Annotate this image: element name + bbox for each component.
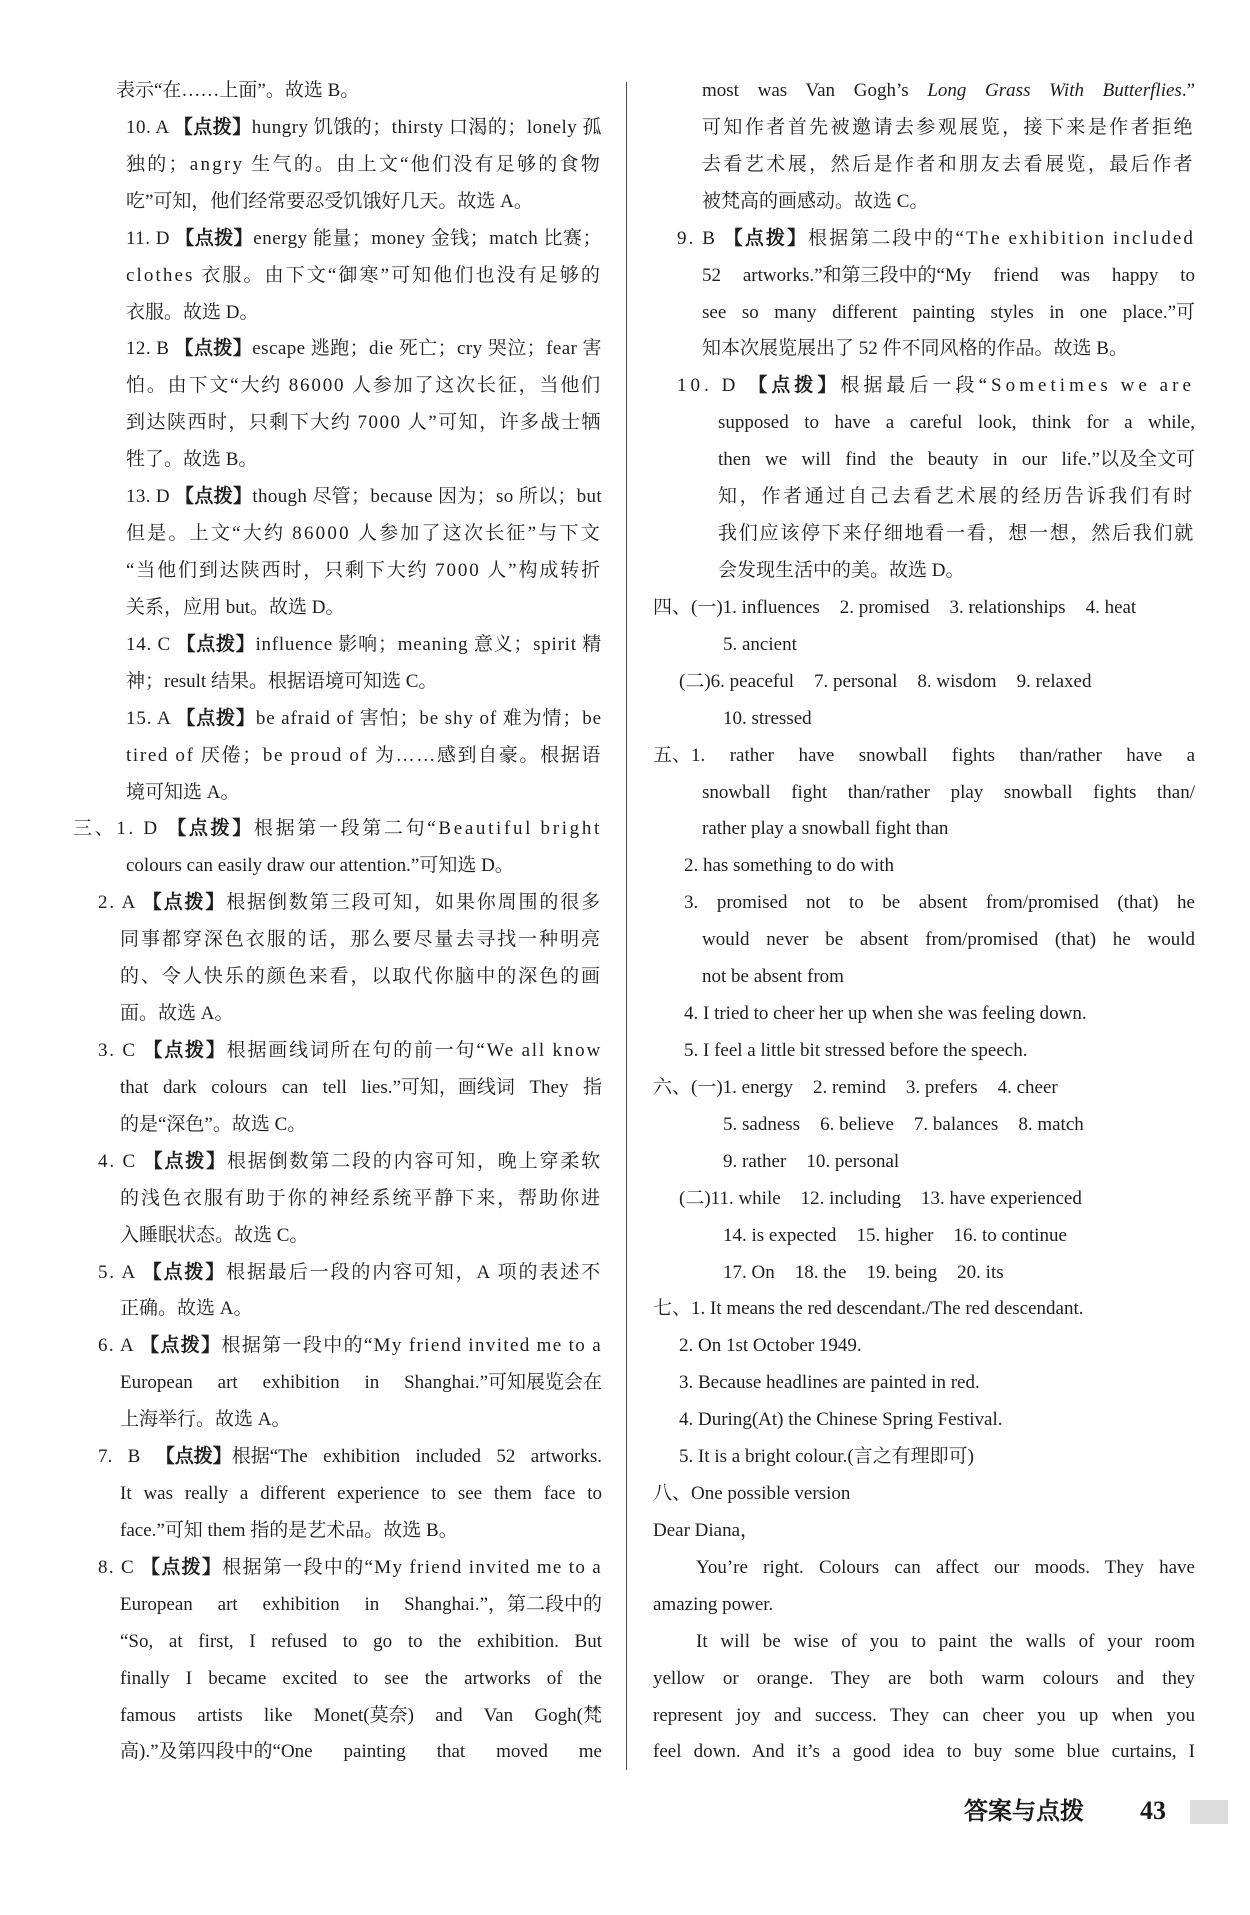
hint-label: 【点拨】: [723, 227, 809, 249]
text-line: [653, 1476, 1195, 1513]
answer-row: [723, 627, 1195, 664]
text-line: [718, 479, 1195, 516]
answer-word: 7. balances: [913, 1113, 999, 1135]
text-line: [702, 775, 1195, 812]
text-line: [126, 368, 602, 405]
text-line: [677, 221, 1195, 258]
text-line: [653, 738, 1195, 775]
line-text: European art exhibition in Shanghai.”可知展览会在: [120, 1372, 602, 1394]
line-text: 八、One possible version: [653, 1483, 851, 1505]
line-text: “当他们到达陕西时，只剩下大约 7000 人”构成转折: [126, 559, 602, 581]
continued-explanation: [73, 73, 602, 110]
answer-word: 16. to continue: [953, 1224, 1067, 1246]
hint-label: 【点拨】: [167, 818, 254, 840]
answer-row-text: [723, 1255, 1004, 1292]
line-text: 境可知选 A。: [126, 781, 240, 803]
line-text: 7. B 【点拨】根据“The exhibition included 52 artworks.: [98, 1446, 602, 1468]
answer-row: [679, 664, 1195, 701]
hint-label: 【点拨】: [142, 892, 227, 914]
answer-row: [723, 1255, 1195, 1292]
text-line: [120, 922, 602, 959]
line-text: 8. C 【点拨】根据第一段中的“My friend invited me to a: [98, 1556, 602, 1578]
text-line: [696, 1550, 1195, 1587]
section-4-part-2: [653, 664, 1195, 738]
answer-word: 7. personal: [814, 670, 898, 692]
line-text: 2. has something to do with: [684, 855, 895, 877]
line-text: 七、1. It means the red descendant./The red descendant.: [653, 1298, 1084, 1320]
line-text: 9. B 【点拨】根据第二段中的“The exhibition included: [677, 227, 1195, 249]
line-text: famous artists like Monet(莫奈) and Van Gogh(梵: [120, 1704, 602, 1726]
text-line: [126, 442, 602, 479]
line-text: 10. D 【点拨】根据最后一段“Sometimes we are: [677, 375, 1195, 397]
section-5-item-5: [653, 1033, 1195, 1070]
hint-label: 【点拨】: [140, 1335, 222, 1357]
text-line: [126, 627, 602, 664]
text-line: [120, 1291, 602, 1328]
text-line: [120, 996, 602, 1033]
answer-row-text: [723, 1218, 1067, 1255]
line-text: 的、令人快乐的颜色来看，以取代你脑中的深色的画: [120, 966, 602, 988]
text-line: [120, 1365, 602, 1402]
text-line: [126, 590, 602, 627]
text-line: [677, 368, 1195, 405]
answer-row-text: [723, 701, 812, 738]
answer-word: 3. relationships: [949, 596, 1066, 618]
painting-title: Long Grass With Butterflies: [927, 80, 1182, 101]
section-3-item-3: [73, 1033, 602, 1144]
line-text: 6. A 【点拨】根据第一段中的“My friend invited me to a: [98, 1335, 603, 1357]
section-7-item-2: [653, 1328, 1195, 1365]
line-text: finally I became excited to see the artworks of the: [120, 1667, 602, 1689]
section-3-item-7: [73, 1439, 602, 1550]
text-line: [98, 885, 602, 922]
line-text: You’re right. Colours can affect our moods. They have: [696, 1556, 1195, 1578]
section-5-item-4: [653, 996, 1195, 1033]
answer-row-text: [653, 1070, 1058, 1107]
line-text: [702, 73, 1195, 110]
section-5-item-3: [653, 885, 1195, 996]
answer-row-text: [723, 1107, 1084, 1144]
text-line: [120, 1402, 602, 1439]
text-line: [120, 1513, 602, 1550]
line-text: 被梵高的画感动。故选 C。: [702, 190, 929, 212]
hint-label: 【点拨】: [174, 338, 253, 360]
hint-label: 【点拨】: [143, 1150, 227, 1172]
text-line: [126, 848, 602, 885]
line-text: 10. A 【点拨】hungry 饥饿的；thirsty 口渴的；lonely 孤: [126, 116, 602, 138]
text-line: [653, 1513, 1195, 1550]
line-text: 3. Because headlines are painted in red.: [679, 1372, 980, 1394]
answer-row-text: [653, 590, 1136, 627]
line-text: face.”可知 them 指的是艺术品。故选 B。: [120, 1519, 458, 1541]
text-line: [98, 1033, 602, 1070]
text-line: [126, 664, 602, 701]
line-text: clothes 衣服。由下文“御寒”可知他们也没有足够的: [126, 264, 602, 286]
text-line: [684, 1033, 1195, 1070]
text-line: [702, 258, 1195, 295]
line-text: 知本次展览展出了 52 件不同风格的作品。故选 B。: [702, 338, 1128, 360]
answer-word: 9. rather: [723, 1150, 787, 1172]
text-line: [120, 959, 602, 996]
line-text: 5. It is a bright colour.(言之有理即可): [679, 1446, 974, 1468]
line-text: 同事都穿深色衣服的话，那么要尽量去寻找一种明亮: [120, 929, 602, 951]
left-column: [73, 73, 602, 1771]
answer-row: [723, 1218, 1195, 1255]
text-line: [120, 1070, 602, 1107]
text-line: [718, 442, 1195, 479]
answer-row: [723, 701, 1195, 738]
hint-label: 【点拨】: [155, 1446, 232, 1468]
line-text: Dear Diana，: [653, 1519, 760, 1541]
footer-section-label: 答案与点拨: [964, 1797, 1084, 1825]
line-text: 12. B 【点拨】escape 逃跑；die 死亡；cry 哭泣；fear 害: [126, 338, 602, 360]
answer-row: [723, 1144, 1195, 1181]
text-line: [126, 701, 602, 738]
line-text: 的是“深色”。故选 C。: [120, 1113, 307, 1135]
answer-word: (二)6. peaceful: [679, 670, 794, 692]
line-text: 吃”可知，他们经常要忍受饥饿好几天。故选 A。: [126, 190, 533, 212]
answer-word: 5. ancient: [723, 633, 797, 655]
line-text: 会发现生活中的美。故选 D。: [718, 559, 965, 581]
section-3-item-5: [73, 1255, 602, 1329]
text-line: [702, 73, 1195, 110]
text-line: [120, 1698, 602, 1735]
text-line: [120, 1181, 602, 1218]
text-line: [126, 738, 602, 775]
text-line: [718, 553, 1195, 590]
line-text: see so many different painting styles in one place.”可: [702, 301, 1195, 323]
line-text: 衣服。故选 D。: [126, 301, 259, 323]
section-7-item-1: [653, 1291, 1195, 1328]
answer-item-11: [73, 221, 602, 332]
text-line: [653, 1698, 1195, 1735]
line-text: represent joy and success. They can cheer you up when you: [653, 1704, 1195, 1726]
section-6-part-2: [653, 1181, 1195, 1292]
line-text: 我们应该停下来仔细地看一看，想一想，然后我们就: [718, 523, 1195, 545]
text-line: [702, 110, 1195, 147]
line-text: “So, at first, I refused to go to the exhibition. But: [120, 1630, 602, 1652]
answer-word: 13. have experienced: [920, 1187, 1082, 1209]
text-line: [98, 1550, 602, 1587]
line-text: 2. On 1st October 1949.: [679, 1335, 862, 1357]
text-line: [120, 1107, 602, 1144]
text-line: [702, 295, 1195, 332]
text-line: [126, 479, 602, 516]
answer-word: 4. heat: [1085, 596, 1137, 618]
answer-word: 4. cheer: [997, 1076, 1058, 1098]
line-text: yellow or orange. They are both warm colours and they: [653, 1667, 1195, 1689]
text-line: [126, 221, 602, 258]
text-line: [702, 184, 1195, 221]
answer-word: 8. wisdom: [917, 670, 997, 692]
line-text: 表示“在……上面”。故选 B。: [116, 80, 360, 101]
line-text: 2. A 【点拨】根据倒数第三段可知，如果你周围的很多: [98, 892, 602, 914]
line-text: 去看艺术展，然后是作者和朋友去看展览，最后作者: [702, 153, 1195, 175]
section-3-item-4: [73, 1144, 602, 1255]
line-text: 独的；angry 生气的。由上文“他们没有足够的食物: [126, 153, 602, 175]
text-line: [679, 1402, 1195, 1439]
text-line: [679, 1328, 1195, 1365]
text-line: [653, 1734, 1195, 1771]
section-5-item-1: [653, 738, 1195, 849]
text-line: [73, 811, 602, 848]
answer-row: [679, 1181, 1195, 1218]
text-line: [120, 1218, 602, 1255]
line-text: 5. A 【点拨】根据最后一段的内容可知，A 项的表述不: [98, 1261, 602, 1283]
text-line: [679, 1439, 1195, 1476]
letter-paragraph-1: [653, 1550, 1195, 1624]
answer-word: 12. including: [800, 1187, 901, 1209]
text-segment: most was Van Gogh’s: [702, 80, 928, 101]
line-text: amazing power.: [653, 1593, 774, 1615]
section-5-item-2: [653, 848, 1195, 885]
text-line: [702, 147, 1195, 184]
answer-word: 10. personal: [806, 1150, 900, 1172]
section-7-item-5: [653, 1439, 1195, 1476]
text-line: [702, 922, 1195, 959]
text-line: [120, 1734, 602, 1771]
line-text: 上海举行。故选 A。: [120, 1409, 291, 1431]
section-3-item-1: [73, 811, 602, 885]
line-text: 到达陕西时，只剩下大约 7000 人”可知，许多战士牺: [126, 412, 602, 434]
text-line: [120, 1661, 602, 1698]
answer-word: (二)11. while: [679, 1187, 781, 1209]
section-7-item-4: [653, 1402, 1195, 1439]
text-line: [98, 1255, 602, 1292]
line-text: 52 artworks.”和第三段中的“My friend was happy to: [702, 264, 1195, 286]
answer-word: 15. higher: [856, 1224, 934, 1246]
hint-label: 【点拨】: [173, 116, 252, 138]
letter-paragraph-2: [653, 1624, 1195, 1772]
line-text: 怕。由下文“大约 86000 人参加了这次长征，当他们: [126, 375, 602, 397]
line-text: supposed to have a careful look, think for a while,: [718, 412, 1195, 434]
line-text: 11. D 【点拨】energy 能量；money 金钱；match 比赛；: [126, 227, 602, 249]
answer-word: 17. On: [723, 1261, 775, 1283]
answer-item-14: [73, 627, 602, 701]
line-text: that dark colours can tell lies.”可知，画线词 They 指: [120, 1076, 602, 1098]
line-text: 可知作者首先被邀请去参观展览，接下来是作者拒绝: [702, 116, 1195, 138]
text-line: [126, 516, 602, 553]
text-line: [702, 331, 1195, 368]
page-number: 43: [1140, 1796, 1166, 1825]
text-line: [653, 1291, 1195, 1328]
text-line: [696, 1624, 1195, 1661]
section-7-item-3: [653, 1365, 1195, 1402]
line-text: It will be wise of you to paint the walls of your room: [696, 1630, 1195, 1652]
answer-item-13: [73, 479, 602, 627]
line-text: 入睡眠状态。故选 C。: [120, 1224, 309, 1246]
text-line: [126, 295, 602, 332]
line-text: feel down. And it’s a good idea to buy some blue curtains, I: [653, 1741, 1195, 1763]
text-line: [702, 959, 1195, 996]
answer-item-15: [73, 701, 602, 812]
answer-row: [653, 590, 1195, 627]
answer-word: 四、(一)1. influences: [653, 596, 820, 618]
column-divider: [626, 82, 627, 1770]
answer-word: 2. promised: [839, 596, 930, 618]
line-text: snowball fight than/rather play snowball fights than/: [702, 781, 1195, 803]
line-text: 关系，应用 but。故选 D。: [126, 596, 345, 618]
answer-word: 5. sadness: [723, 1113, 801, 1135]
line-text: 知，作者通过自己去看艺术展的经历告诉我们有时: [718, 486, 1195, 508]
text-line: [126, 147, 602, 184]
text-line: [120, 1587, 602, 1624]
letter-salutation: [653, 1513, 1195, 1550]
corner-tab: [1190, 1800, 1228, 1824]
hint-label: 【点拨】: [176, 633, 256, 655]
line-text: 牲了。故选 B。: [126, 449, 258, 471]
text-line: [120, 1476, 602, 1513]
text-line: [684, 848, 1195, 885]
answer-word: 8. match: [1018, 1113, 1084, 1135]
text-line: [98, 1328, 602, 1365]
hint-label: 【点拨】: [748, 375, 841, 397]
answer-row: [723, 1107, 1195, 1144]
line-text: 3. C 【点拨】根据画线词所在句的前一句“We all know: [98, 1039, 602, 1061]
line-text: not be absent from: [702, 966, 844, 988]
section-3-item-10: [653, 368, 1195, 590]
text-line: [653, 1587, 1195, 1624]
section-3-item-6: [73, 1328, 602, 1439]
section-8-heading: [653, 1476, 1195, 1513]
hint-label: 【点拨】: [175, 227, 254, 249]
text-line: [679, 1365, 1195, 1402]
right-column: [653, 73, 1195, 1771]
answer-item-10: [73, 110, 602, 221]
answer-row-text: [679, 664, 1091, 701]
hint-label: 【点拨】: [143, 1039, 227, 1061]
answer-word: 6. believe: [820, 1113, 894, 1135]
hint-label: 【点拨】: [142, 1261, 227, 1283]
line-text: would never be absent from/promised (that) he would: [702, 929, 1195, 951]
text-line: [126, 331, 602, 368]
line-text: rather play a snowball fight than: [702, 818, 949, 840]
line-text: 三、1. D 【点拨】根据第一段第二句“Beautiful bright: [73, 818, 602, 840]
line-text: 4. I tried to cheer her up when she was feeling down.: [684, 1003, 1087, 1025]
hint-label: 【点拨】: [175, 486, 253, 508]
section-4-part-1: [653, 590, 1195, 664]
section-3-item-8-continued: [653, 73, 1195, 221]
text-line: [126, 405, 602, 442]
text-line: [98, 1439, 602, 1476]
text-line: [120, 1624, 602, 1661]
section-3-item-9: [653, 221, 1195, 369]
answer-word: 18. the: [794, 1261, 847, 1283]
answer-word: 3. prefers: [905, 1076, 978, 1098]
hint-label: 【点拨】: [176, 707, 256, 729]
answer-row-text: [679, 1181, 1082, 1218]
text-line: [684, 885, 1195, 922]
section-6-part-1: [653, 1070, 1195, 1181]
line-text: 4. During(At) the Chinese Spring Festival.: [679, 1409, 1003, 1431]
answer-word: 9. relaxed: [1016, 670, 1092, 692]
text-line: [684, 996, 1195, 1033]
line-text: 15. A 【点拨】be afraid of 害怕；be shy of 难为情；be: [126, 707, 602, 729]
line-text: 4. C 【点拨】根据倒数第二段的内容可知，晚上穿柔软: [98, 1150, 602, 1172]
text-line: [126, 258, 602, 295]
answer-word: 10. stressed: [723, 707, 812, 729]
text-segment: .”: [1181, 80, 1195, 101]
section-3-item-2: [73, 885, 602, 1033]
answer-word: 14. is expected: [723, 1224, 837, 1246]
line-text: European art exhibition in Shanghai.”，第二段中的: [120, 1593, 602, 1615]
line-text: 13. D 【点拨】though 尽管；because 因为；so 所以；but: [126, 486, 602, 508]
line-text: colours can easily draw our attention.”可知选 D。: [126, 855, 514, 877]
line-text: 正确。故选 A。: [120, 1298, 253, 1320]
answer-word: 19. being: [866, 1261, 938, 1283]
text-line: [98, 1144, 602, 1181]
text-line: [126, 110, 602, 147]
line-text: tired of 厌倦；be proud of 为……感到自豪。根据语: [126, 744, 602, 766]
line-text: 五、1. rather have snowball fights than/rather have a: [653, 744, 1195, 766]
line-text: then we will find the beauty in our life.”以及全文可: [718, 449, 1195, 471]
section-3-item-8: [73, 1550, 602, 1772]
hint-label: 【点拨】: [141, 1556, 223, 1578]
text-line: [116, 73, 602, 110]
line-text: 面。故选 A。: [120, 1003, 234, 1025]
line-text: 高).”及第四段中的“One painting that moved me: [120, 1741, 602, 1763]
answer-row-text: [723, 1144, 899, 1181]
answer-word: 20. its: [957, 1261, 1004, 1283]
text-line: [718, 516, 1195, 553]
line-text: 神；result 结果。根据语境可知选 C。: [126, 670, 438, 692]
line-text: 14. C 【点拨】influence 影响；meaning 意义；spirit 精: [126, 633, 602, 655]
line-text: It was really a different experience to see them face to: [120, 1483, 602, 1505]
line-text: 3. promised not to be absent from/promised (that) he: [684, 892, 1195, 914]
answer-word: 六、(一)1. energy: [653, 1076, 794, 1098]
text-line: [126, 553, 602, 590]
line-text: 但是。上文“大约 86000 人参加了这次长征”与下文: [126, 523, 602, 545]
text-line: [653, 1661, 1195, 1698]
answer-row: [653, 1070, 1195, 1107]
line-text: 5. I feel a little bit stressed before the speech.: [684, 1039, 1028, 1061]
text-line: [718, 405, 1195, 442]
answer-word: 2. remind: [813, 1076, 886, 1098]
text-line: [702, 811, 1195, 848]
text-line: [126, 184, 602, 221]
line-text: 的浅色衣服有助于你的神经系统平静下来，帮助你进: [120, 1187, 602, 1209]
answer-item-12: [73, 331, 602, 479]
answer-row-text: [723, 627, 797, 664]
text-line: [126, 775, 602, 812]
